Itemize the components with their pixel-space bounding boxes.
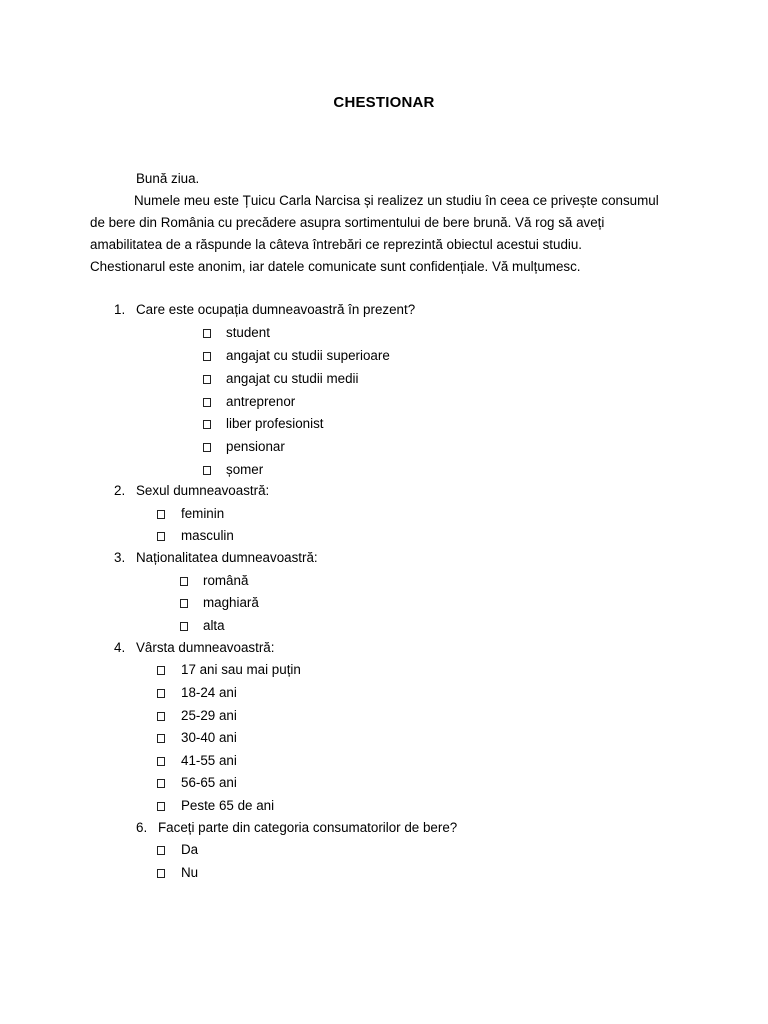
option-label: angajat cu studii medii [226, 371, 359, 386]
question-text: Faceți parte din categoria consumatorilor de bere? [158, 820, 458, 835]
option-label: feminin [181, 506, 225, 521]
checkbox[interactable] [157, 689, 165, 698]
option-label: liber profesionist [226, 416, 324, 431]
checkbox[interactable] [203, 375, 211, 384]
checkbox[interactable] [157, 757, 165, 766]
checkbox[interactable] [203, 352, 211, 361]
option-label: 30-40 ani [181, 730, 237, 745]
option-label: șomer [226, 462, 264, 477]
question-text: Naționalitatea dumneavoastră: [136, 550, 318, 565]
option-label: 41-55 ani [181, 753, 237, 768]
checkbox[interactable] [157, 734, 165, 743]
option-label: masculin [181, 528, 234, 543]
document-title: CHESTIONAR [333, 94, 435, 111]
intro-line-1: Numele meu este Țuicu Carla Narcisa și realizez un studiu în ceea ce privește consumul [134, 193, 659, 208]
checkbox[interactable] [157, 802, 165, 811]
question-number: 2. [114, 483, 126, 498]
checkbox[interactable] [157, 779, 165, 788]
checkbox[interactable] [203, 443, 211, 452]
checkbox[interactable] [180, 599, 188, 608]
option-label: maghiară [203, 595, 259, 610]
option-label: română [203, 573, 249, 588]
checkbox[interactable] [203, 420, 211, 429]
question-number: 4. [114, 640, 126, 655]
question-text: Sexul dumneavoastră: [136, 483, 270, 498]
question-text: Vârsta dumneavoastră: [136, 640, 275, 655]
intro-line-3: amabilitatea de a răspunde la câteva întrebări ce reprezintă obiectul acestui studiu. [90, 237, 583, 252]
option-label: pensionar [226, 439, 285, 454]
option-label: 18-24 ani [181, 685, 237, 700]
question-number: 6. [136, 820, 148, 835]
checkbox[interactable] [157, 846, 165, 855]
checkbox[interactable] [203, 398, 211, 407]
option-label: Peste 65 de ani [181, 798, 275, 813]
checkbox[interactable] [157, 666, 165, 675]
checkbox[interactable] [180, 577, 188, 586]
option-label: student [226, 325, 270, 340]
question-number: 1. [114, 302, 126, 317]
option-label: Da [181, 842, 199, 857]
checkbox[interactable] [157, 510, 165, 519]
question-number: 3. [114, 550, 126, 565]
option-label: angajat cu studii superioare [226, 348, 390, 363]
checkbox[interactable] [157, 532, 165, 541]
intro-line-2: de bere din România cu precădere asupra sortimentului de bere brună. Vă rog să aveți [90, 215, 605, 230]
checkbox[interactable] [203, 466, 211, 475]
greeting: Bună ziua. [136, 171, 200, 186]
intro-line-4: Chestionarul este anonim, iar datele comunicate sunt confidențiale. Vă mulțumesc. [90, 259, 581, 274]
question-text: Care este ocupația dumneavoastră în prezent? [136, 302, 416, 317]
option-label: 17 ani sau mai puțin [181, 662, 301, 677]
option-label: 56-65 ani [181, 775, 237, 790]
checkbox[interactable] [157, 712, 165, 721]
option-label: alta [203, 618, 225, 633]
option-label: Nu [181, 865, 199, 880]
checkbox[interactable] [157, 869, 165, 878]
checkbox[interactable] [203, 329, 211, 338]
option-label: 25-29 ani [181, 708, 237, 723]
option-label: antreprenor [226, 394, 296, 409]
checkbox[interactable] [180, 622, 188, 631]
